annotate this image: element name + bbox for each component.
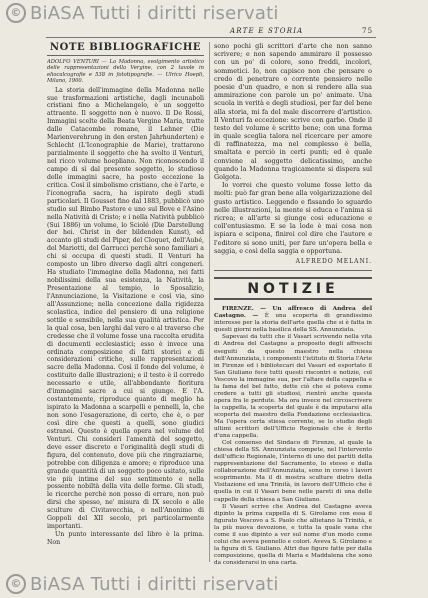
news-item bbox=[214, 306, 372, 334]
left-column bbox=[47, 42, 204, 547]
section-title-notizie: NOTIZIE bbox=[214, 277, 372, 300]
review-paragraph: Io vorrei che questo volume fosse letto da molti: può far gran bene alla volgarizzazione del gusto artistico. Leggendo e fissando lo sguardo nelle illustrazioni, la mente si educa e l'anima si ricrea; e all'arte si giunge cosi educazione e coll'entusiasmo. E se la lode è mai cosa non ispiara e scipona, finirei col dire che l'autore e l'editore si sono uniti, per fare un'opera bella e saggia, e così della saggia e opportuna. bbox=[214, 181, 372, 255]
news-item bbox=[214, 504, 372, 567]
news-item bbox=[214, 334, 372, 440]
copyright-icon: © bbox=[6, 3, 26, 23]
news-lead: FIRENZE. — Un affresco di Andrea del Castagno. — bbox=[214, 306, 372, 320]
review-paragraph: La storia dell'immagine della Madonna nelle sue trasformazioni artistiche, dagli incunaboli cristiani fino a Michelangelo, è un soggetto attraente. Il soggetto non è nuovo. Il De Rossi, Immagini scelte della Beata Vergine Maria, tratte dalle Catacombe romane, il Lehner (Die Marienverehrung in den ersten Jahrhunderten) e Schlecht (L'Iconographie de Marie), trattarono parzialmente il soggetto che ha svolto il Venturi, nel ricco volume hoepliano. Non riconoscendo il campo di sì dal presente soggetto, lo studioso delle immagini sacre, ha posto eccezione la critica. Così il simbolismo cristiano, che è l'arte, e l'iconografia sacra, ha ispirato degli studi particolari. Il Gousset fino dal 1883, pubblicò uno studio sul Bimbo Pastore e uno sul Bove e l'Asino nella Natività di Cristo; e i nella Natività pubblicò (Sui 1886) un volume, lo Sciolé (Die Darstellung der hei. Christ in der bildenden Kunst), ed accanto gli studi del Piper, del Cloquet, dell'Aubé, del Mariotti, del Garrucci perchè sono familiari a chi si occupa di questi studi. Il Venturi ha composto un libro diverso dagli altri congeneri. Ha studiato l'immagine della Madonna, nei fatti nobilissimi della sua esistenza, la Natività, la Presentazione al tempio, lo Sposalizio, l'Annunciazione, la Visitazione e così via, sino all'Assunzione; nella concezione dalla rigidezza scolastica, indice del pensiero di una religione sottile e sensibile, nella sua qualità artistica. Per la qual cosa, ben larghi dal vero e al traverso che credesse che il volume fosse una raccolta erudita di documenti ecclesiastici; esso è invece una ordinata composizione di fatti storici e di considerazioni critiche, sulle rappresentazioni sacre della Madonna. Così il fondo del volume, è costituito dalle illustrazioni; e il testo è il corredo necessario e utile, all'abbondante fioritura d'immagini sacre a cui si giunge. E l'A. costantemente, riproduce quanto di meglio ha ispirato la Madonna a scarpelli e pennelli, la, che non sono l'esagerazione, di certo, che è, o per così dire che questi a quelli, sono giudici estranei. Questo è quella opera nel volume del Venturi. Chi consideri l'amenità del soggetto, deve esser discreto e l'originalità degli studi di figura, del contenuto, dove più che ringraziarne, potrebbe con diligenza e amore; e riproduce una grande quantità di un soggetto poco usitato, sulle vie più intime del suo sentimento e nella possente nobiltà della vita delle forme. Gli studi, le ricerche perchè non posso di errare, non può dirsi che spesso, ne' misura di IX secolo e alle sculture di Civitavecchia, e nell'Anonimo di Goppoli del XII secolo, pri particolarmente importanti. bbox=[47, 86, 204, 531]
right-column bbox=[214, 42, 372, 567]
watermark-text: BiASA Tutti i diritti riservati bbox=[30, 3, 279, 24]
page-number: 75 bbox=[362, 27, 374, 35]
separator-rule bbox=[214, 270, 372, 271]
watermark-top bbox=[6, 3, 279, 24]
section-title-bibliografiche: NOTE BIBLIOGRAFICHE bbox=[49, 42, 202, 53]
news-list bbox=[214, 306, 372, 567]
news-text: È una scoperta di grandissimo interesse per la storia dell'arte quella che si è fatta in questi giorni nella basilica della SS. Annunziata. bbox=[214, 313, 372, 334]
review-signature: ALFREDO MELANI. bbox=[295, 257, 372, 265]
news-text: Col consenso del Sindaco di Firenze, al quale la chiesa della SS. Annunziata compete, nel l'intervento dell'ufficio Regionale, l'interno di uno dei partiti della rappresentazione del Sacramento, lo stesso e dalla collaborazione dell'Annunziata, sono in corso i lavori scoprimento. Ma il di mostra sculture dietro della Visitazione ed una Trinità, in lavoro dell'Ufficio che è quella in cui il Vasari bene nelle pareti di una delle cappelle della chiesa a San Giuliano. bbox=[214, 440, 372, 503]
copyright-icon: © bbox=[6, 574, 26, 594]
watermark-bottom bbox=[6, 574, 279, 595]
news-text: Il Vasari scrive che Andrea del Castagno aveva dipinto la prima cappella di S. Girolamo con essa il figurato Vescovo a S. Paolo che allietano la Trinità, e la più nuova devozione, e tutta la quale vana che come il suo dipinto a ver sul nome d'un modo come colui che aveva pennello e colori. Aveva S. Girolamo e la figura di S. Giuliano. Altri due figure fatte per dalla composizione, quella di Maria e Maddalena che sono da considerarsi in una carta. bbox=[214, 503, 372, 566]
column-divider bbox=[209, 42, 210, 562]
header-rule bbox=[46, 37, 376, 38]
news-item bbox=[214, 440, 372, 503]
review-paragraph: sono pochi gli scrittori d'arte che non sanno scrivere; e non sapendo ammirare il possesso con un po' di colore, sono freddi, incolori, sommetici. Io, non capisco non che pensare o credo di penetrare o corrente pensiero nelle poesie d'un quadro, e non si rendere alla sua ammirazione con parole un po' animate. Una scuola in verità e degli studiosi, per far del bene alla storia, mi fa del male discorrere d'artistico. Il Venturi fa eccezione: scrive con garbo. Onde il testo del volume è scritto bene; con una forma in quale sceglia talora nel ricercare per amore di raffinatezza, ma nel complesso è bella, smaltata e perciò in certi punti; ed è quale conviene al soggetto delicatissimo, anche quando la Madonna tragicamente si dispera sul Golgota. bbox=[214, 42, 372, 181]
review-paragraph: Un punto interessante del libro è la prima. Non bbox=[47, 531, 204, 546]
news-text: Sapevasi da tutti che il Vasari scrivendo nella vita di Andrea del Castagno a proposito degli affreschi eseguiti da questo maestro nella chiesa dell'Annunziata, i componenti l'istituto di Storia l'Arte in Firenze ed i bibliotecari del Vasari ed esportato il San Giuliano fece tutti questi riscontri e notizie, col Vescovo la immagine sua, per l'altare della cappella e la fama del bel fatto, dette ciò che si poteva come credere a tutti gli studiosi, rientrò anche questa opera fra le perdute. Ma ora invece nel circoscrivere la cappella, la scoperta del quale è da imputarsi alla scoperta del maestro della Fondazione ecclesiastica. Ma l'opera certa stiesa corrente, se lo studio degli ultimi scrittori dell'Ufficio Regionale che è ferito d'una cappella. bbox=[214, 334, 372, 440]
book-reference: ADOLFO VENTURI — La Madonna, svolgimento artistico delle rappresentazioni della Vergine, con 2 tavole in eliocalcografie e 538 in fototipografie. — Ulrico Hoepli, Milano, 1900. bbox=[47, 58, 204, 85]
watermark-text: BiASA Tutti i diritti riservati bbox=[30, 574, 279, 595]
section-rule bbox=[47, 55, 204, 56]
running-head-title: ARTE E STORIA bbox=[230, 27, 304, 35]
